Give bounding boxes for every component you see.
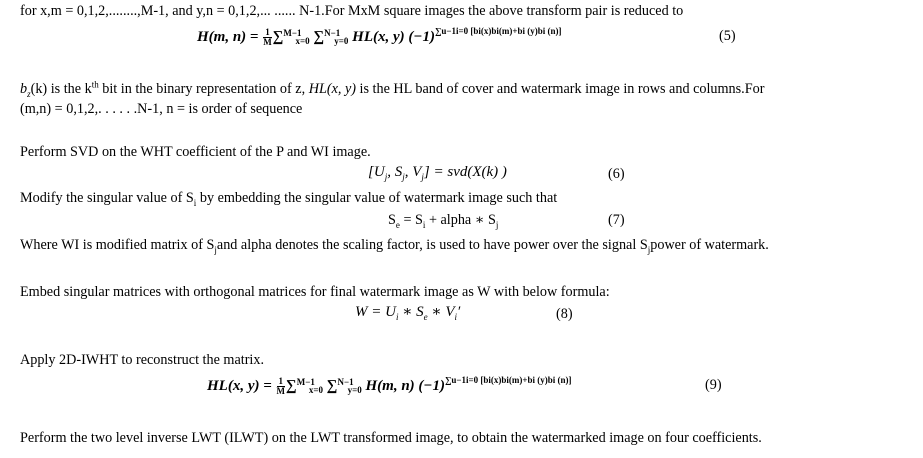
- eq5-lhs: H(m, n) =: [197, 29, 263, 45]
- paragraph-embed-matrices: Embed singular matrices with orthogonal matrices for final watermark image as W with below formula:: [20, 284, 610, 300]
- eq5-fraction: $\frac{1}{M}$: [263, 27, 272, 48]
- eq8-number: (8): [556, 306, 573, 322]
- paragraph-transform-range: for x,m = 0,1,2,........,M-1, and y,n = 0,1,2,... ...... N-1.For MxM square images the above transform pair is reduced to: [20, 3, 684, 19]
- eq9-lhs: HL(x, y) =: [207, 378, 276, 394]
- paragraph-bit-definition: $b_z(k)$ is the $k^{th}$ bit in the binary representation of z, HL(x, y) is the HL band of cover and watermark image in rows and columns.For: [20, 79, 765, 99]
- paragraph-sequence-order: (m,n) = 0,1,2,. . . . . .N-1, n = is order of sequence: [20, 101, 303, 117]
- equation-5: H(m, n) = $\frac{1}{M}$ ∑$^{M-1}_{x=0}$ ∑$^{N-1}_{y=0}$ HL(x, y) $(-1)^{\sum u-1i=0 [bi(x)bi(m)+bi (y)bi (n)]}$: [197, 26, 562, 48]
- paragraph-apply-iwht: Apply 2D-IWHT to reconstruct the matrix.: [20, 352, 265, 368]
- eq9-body: H(m, n) (−1): [361, 378, 445, 394]
- eq7-number: (7): [608, 212, 625, 228]
- eq9-number: (9): [705, 377, 722, 393]
- paragraph-inverse-lwt: Perform the two level inverse LWT (ILWT) on the LWT transformed image, to obtain the watermarked image on four coefficients.: [20, 430, 762, 446]
- equation-9: HL(x, y) = $\frac{1}{M}$ ∑$^{M-1}_{x=0}$ ∑$^{N-1}_{y=0}$ H(m, n) $(-1)^{\sum u-1i=0 [bi(x)bi(m)+bi (y)bi (n)]}$: [207, 375, 572, 397]
- equation-6: [$U_j$, $S_j$, $V_j] = svd(X(k)$ ): [368, 164, 507, 182]
- paragraph-perform-svd: Perform SVD on the WHT coefficient of the P and WI image.: [20, 144, 371, 160]
- eq5-body: HL(x, y) (−1): [348, 29, 435, 45]
- equation-7: $S_e = S_i$ + alpha ∗ $S_j$: [388, 212, 499, 230]
- paragraph-scaling-factor: Where WI is modified matrix of $S_jand$ alpha denotes the scaling factor, is used to have power over the signal $S_jpower$ of watermark.: [20, 237, 769, 255]
- eq9-exponent: ∑u−1i=0 [bi(x)bi(m)+bi (y)bi (n)]: [444, 375, 572, 385]
- eq5-number: (5): [719, 28, 736, 44]
- eq6-number: (6): [608, 166, 625, 182]
- eq5-exponent: ∑u−1i=0 [bi(x)bi(m)+bi (y)bi (n)]: [434, 26, 562, 36]
- equation-8: $W = U_i$ ∗ $S_e$ ∗ $V_i'$: [355, 304, 461, 322]
- eq9-fraction: $\frac{1}{M}$: [276, 376, 286, 397]
- paragraph-modify-singular: Modify the singular value of $S_i$ by embedding the singular value of watermark image such that: [20, 190, 558, 208]
